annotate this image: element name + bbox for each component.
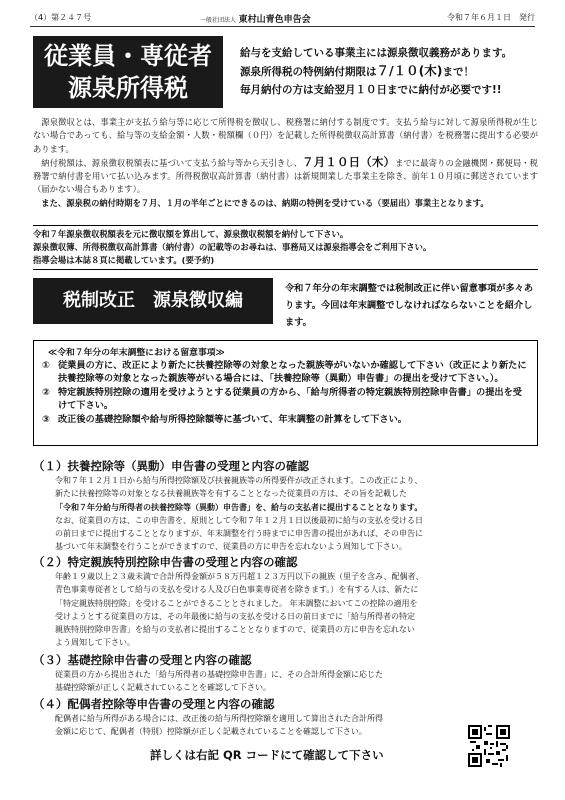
subsection-heading: （３）基礎控除申告書の受理と内容の確認 bbox=[33, 653, 252, 667]
point-text: 特定親族特別控除の適用を受けようとする従業員の方から、「給与所得者の特定親族特別控除申告書」の提出を受けて下さい。 bbox=[58, 386, 522, 412]
qr-instruction: 詳しくは右記 QR コードにて確認して下さい bbox=[150, 748, 384, 762]
subsection-body: 配偶者に給与所得がある場合には、改正後の給与所得控除額を適用して算出された合計所得 金額に応じて、配偶者（特別）控除額が正しく記載されていることを確認して下さい。 bbox=[55, 714, 383, 737]
section-title-withholding: 従業員・専従者 源泉所得税 bbox=[33, 36, 223, 108]
subsection-body: 従業員の方から提出された「給与所得者の基礎控除申告書」に、その合計所得金額に応じた 基礎控除額が正しく記載されていることを確認して下さい。 bbox=[55, 670, 383, 693]
subsection-heading: （４）配偶者控除等申告書の受理と内容の確認 bbox=[33, 697, 275, 711]
points-list bbox=[42, 359, 530, 426]
withholding-notice: 給与を支給している事業主には源泉徴収義務があります。 源泉所得税の特例納付期限は７/１０(木)まで！ 毎月納付の方は支給翌月１０日までに納付が必要です!! bbox=[240, 47, 513, 96]
page-header bbox=[30, 10, 535, 24]
point-text: 従業員の方に、改正により新たに扶養控除等の対象となった親族等がいないか確認して下さい（改正により新たに扶養控除等の対象となった親族等がいる場合には、「扶養控除等（異動）申告書」の提出を受けて下さい。）。 bbox=[58, 360, 527, 385]
withholding-notes: 令和７年源泉徴収税額表を元に徴収額を算出して、源泉徴収税額を納付して下さい。 源泉徴収簿、所得税徴収高計算書（納付書）の記載等のお尋ねは、事務局又は源泉指導会をご利用下さい。 指導会場は本誌８頁に掲載しています。(要予約) bbox=[33, 229, 432, 265]
withholding-explanation: 源泉徴収とは、事業主が支払う給与等に応じて所得税を徴収し、税務署に納付する制度です。支払う給与に対して源泉所得税が生じない場合であっても、給与等の支給金額・人数・税額欄（０円）を記載した所得税徴収高計算書（納付書）を税務署に提出する必要があります。 納付税額は、源泉徴収税額表に基づいて支払う給与等から天引きし、７月１０日（木）までに最寄りの金融機関・郵便局・税務署で納付書を用いて払い込みます。所得税徴収高計算書（納付書）は新規開業した事業主を除き、前年１０月頃に郵送されています（届かない場合もあります）。 また、源泉税の納付時期を７月、１月の半年ごとにできるのは、納期の特例を受けている（要届出）事業主となります。 bbox=[33, 117, 538, 208]
point-number: ② bbox=[42, 386, 50, 398]
section-title-tax-reform: 税制改正 源泉徴収編 bbox=[33, 278, 273, 324]
point-item bbox=[42, 413, 530, 426]
divider bbox=[33, 269, 538, 270]
subsection-heading: （２）特定親族特別控除申告書の受理と内容の確認 bbox=[33, 555, 298, 569]
tax-reform-intro: 令和７年分の年末調整では税制改正に伴い留意事項が多々あります。今回は年末調整でしなければならないことを紹介します。 bbox=[285, 283, 534, 328]
header-divider bbox=[30, 26, 535, 27]
divider bbox=[33, 225, 538, 226]
point-item bbox=[42, 359, 530, 386]
subsection-3 bbox=[33, 652, 538, 695]
year-end-adjustment-points bbox=[33, 340, 538, 446]
issue-number: （4）第２４７号 bbox=[30, 13, 92, 22]
points-heading: ≪令和７年分の年末調整における留意事項≫ bbox=[48, 348, 225, 358]
issue-date: 令和７年６月１日 発行 bbox=[447, 13, 535, 22]
subsection-body: 令和７年１２月１日から給与所得控除額及び扶養親族等の所得要件が改正されます。この改正により、 新たに扶養控除等の対象となる扶養親族等を有することとなった従業員の方は、その旨を記載した 「令和７年分給与所得者の扶養控除等（異動）申告書」を、給与の支払者に提出することとなります。 なお、従業員の方は、この申告書を、原則として令和７年１２月１日以後最初に給与の支払を受ける日 の前日までに提出することとなりますが、年末調整を行う時までに申告書の提出があれば、その申告に 基づいて年末調整を行うことができますので、従業員の方に申告を忘れないよう周知して下さい。 bbox=[55, 476, 423, 552]
subsection-heading: （１）扶養控除等（異動）申告書の受理と内容の確認 bbox=[33, 459, 309, 473]
subsection-2 bbox=[33, 554, 538, 650]
organization: 一般社団法人 東村山青色申告会 bbox=[200, 15, 311, 25]
point-text: 改正後の基礎控除額や給与所得控除額等に基づいて、年末調整の計算をして下さい。 bbox=[58, 413, 407, 425]
point-number: ① bbox=[42, 360, 50, 371]
point-number: ③ bbox=[42, 413, 50, 425]
qr-code-icon[interactable] bbox=[468, 725, 510, 767]
point-item bbox=[42, 386, 530, 413]
subsection-1 bbox=[33, 458, 538, 554]
subsection-4 bbox=[33, 696, 538, 739]
subsection-body: 年齢１９歳以上２３歳未満で合計所得金額が５８万円超１２３万円以下の親族（里子を含み、配偶者、 青色事業専従者として給与の支払を受ける人及び白色事業専従者を除きます。）を有する人は、新たに 「特定親族特別控除」を受けることができることとされました。 年末調整においてこの控除の適用を 受けようとする従業員の方は、その年最後に給与の支払を受ける日の前日までに「給与所得者の特定 親族特別控除申告書」を給与の支払者に提出することとなりますので、従業員の方に申告を忘れない よう周知して下さい。 bbox=[55, 572, 424, 648]
